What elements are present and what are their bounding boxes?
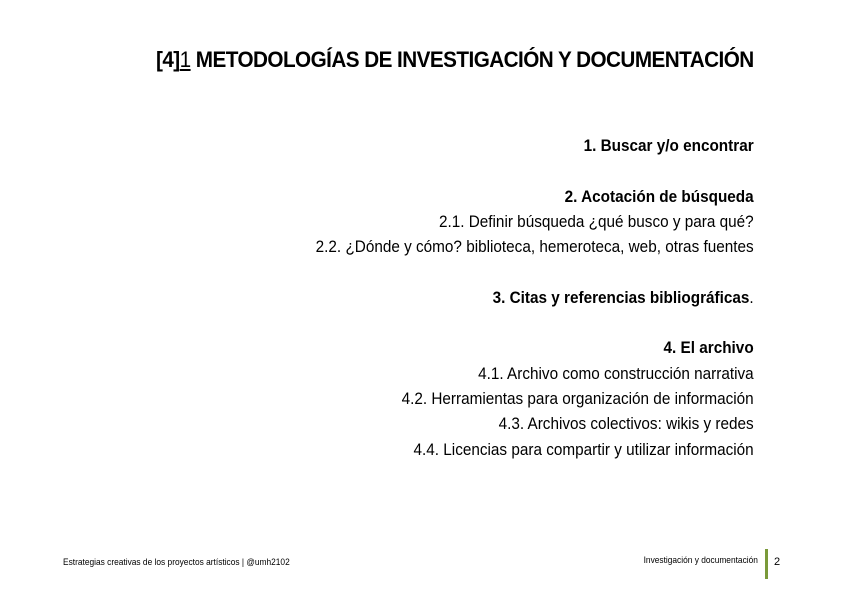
section-4-2: 4.2. Herramientas para organización de información bbox=[401, 388, 754, 408]
section-4-4: 4.4. Licencias para compartir y utilizar información bbox=[413, 439, 754, 459]
section-2-1: 2.1. Definir búsqueda ¿qué busco y para qué? bbox=[439, 211, 754, 231]
section-3: 3. Citas y referencias bibliográficas bbox=[492, 287, 750, 307]
footer-course: Estrategias creativas de los proyectos artísticos | @umh2102 bbox=[63, 557, 290, 568]
footer-divider bbox=[765, 549, 768, 579]
section-4-3: 4.3. Archivos colectivos: wikis y redes bbox=[498, 414, 754, 434]
slide-title bbox=[156, 47, 754, 73]
outline bbox=[316, 133, 754, 462]
section-1: 1. Buscar y/o encontrar bbox=[583, 136, 754, 155]
section-2-2: 2.2. ¿Dónde y cómo? biblioteca, hemeroteca, web, otras fuentes bbox=[315, 237, 754, 257]
page-number: 2 bbox=[774, 556, 781, 568]
footer-topic: Investigación y documentación bbox=[643, 555, 758, 566]
section-4: 4. El archivo bbox=[663, 338, 754, 358]
title-number: 1 bbox=[179, 47, 191, 72]
section-3-period: . bbox=[749, 287, 754, 307]
section-3-row bbox=[316, 285, 754, 310]
section-4-1: 4.1. Archivo como construcción narrativa bbox=[478, 363, 754, 383]
title-text: METODOLOGÍAS DE INVESTIGACIÓN Y DOCUMENTACIÓN bbox=[190, 47, 755, 72]
title-prefix: [4] bbox=[156, 47, 180, 72]
section-2: 2. Acotación de búsqueda bbox=[564, 186, 754, 206]
